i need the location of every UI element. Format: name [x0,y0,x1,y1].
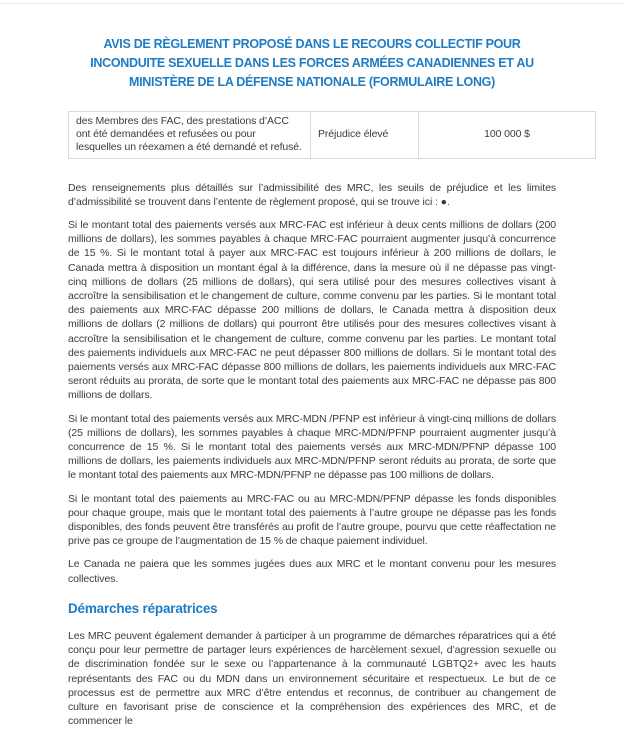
document-title-line-1: AVIS DE RÈGLEMENT PROPOSÉ DANS LE RECOURS COLLECTIF POUR [103,37,521,51]
document-title-line-2: INCONDUITE SEXUELLE DANS LES FORCES ARMÉES CANADIENNES ET AU [90,56,534,70]
section-heading-demarches-reparatrices: Démarches réparatrices [68,600,218,616]
document-title [68,35,556,92]
paragraph-mrc-fac-payments: Si le montant total des paiements versés aux MRC-FAC est inférieur à deux cents millions de dollars (200 millions de dollars), les sommes payables à chaque MRC-FAC pourraient augmenter jusqu’à concurrence de 15 %. Si le montant total à payer aux MRC-FAC est toujours inférieur à 200 millions de dollars, le Canada mettra à disposition un montant égal à la différence, dans la mesure où il ne dépasse pas vingt-cinq millions de dollars (25 millions de dollars), qui sera utilisé pour des mesures collectives visant à accroître la sensibilisation et le changement de culture, comme convenu par les parties. Si le montant total des paiements aux MRC-FAC dépasse 200 millions de dollars, le Canada mettra à disposition deux millions de dollars (2 millions de dollars) qui pourront être utilisés pour des mesures collectives visant à accroître la sensibilisation et le changement de culture, comme convenu par les parties. Le montant total des paiements individuels aux MRC-FAC ne peut dépasser 800 millions de dollars. Si le montant total des paiements versés aux MRC-FAC dépasse 800 millions de dollars, les paiements individuels aux MRC-FAC seront réduits au prorata, de sorte que le montant total des paiements aux MRC-FAC ne dépasse pas 800 millions de dollars. [68,219,556,402]
paragraph-fund-reallocation: Si le montant total des paiements au MRC-FAC ou au MRC-MDN/PFNP dépasse les fonds disponibles pour chaque groupe, mais que le montant total des paiements à l’autre groupe ne dépasse pas les fonds disponibles, des fonds peuvent être transférés au profit de l’autre groupe, pourvu que cette réaffectation ne prive pas ce groupe de l’augmentation de 15 % de chaque paiement individuel. [68,492,556,548]
table-cell-amount: 100 000 $ [419,112,596,159]
document-title-line-3: MINISTÈRE DE LA DÉFENSE NATIONALE (FORMULAIRE LONG) [129,75,495,89]
paragraph-restorative-engagement: Les MRC peuvent également demander à participer à un programme de démarches réparatrices qui a été conçu pour leur permettre de partager leurs expériences de harcèlement sexuel, d’agression sexuelle ou de discrimination fondée sur le sexe ou l’appartenance à la communauté LGBTQ2+ avec les hauts représentants des FAC ou du MDN dans un environnement sécuritaire et respectueux. Le but de ce processus est de permettre aux MRC d’être entendus et reconnus, de contribuer au changement de culture en favorisant prise de conscience et la compréhension des expériences des MRC, et de commencer le [68,629,556,728]
table-cell-criteria: des Membres des FAC, des prestations d’ACC ont été demandées et refusées ou pour lesquelles un réexamen a été demandé et refusé. [69,112,311,159]
compensation-table [68,111,596,159]
document-content [68,0,556,728]
table-row [69,112,596,159]
paragraph-mrc-mdn-pfnp-payments: Si le montant total des paiements versés aux MRC-MDN /PFNP est inférieur à vingt-cinq millions de dollars (25 millions de dollars), les sommes payables à chaque MRC-MDN/PFNP pourraient augmenter jusqu’à concurrence de 15 %. Si le montant total des paiements versés aux MRC-MDN/PFNP dépasse 100 millions de dollars, les paiements individuels aux MRC-MDN/PFNP seront réduits au prorata, de sorte que le montant total des paiements aux MRC-MDN/PFNP ne dépasse pas 100 millions de dollars. [68,412,556,482]
paragraph-canada-payment-limit: Le Canada ne paiera que les sommes jugées dues aux MRC et le montant convenu pour les mesures collectives. [68,558,556,585]
table-cell-harm-level: Préjudice élevé [311,112,419,159]
paragraph-eligibility-info: Des renseignements plus détaillés sur l’admissibilité des MRC, les seuils de préjudice et les limites d’admissibilité se trouvent dans l’entente de règlement proposé, qui se trouve ici : ●. [68,181,556,208]
